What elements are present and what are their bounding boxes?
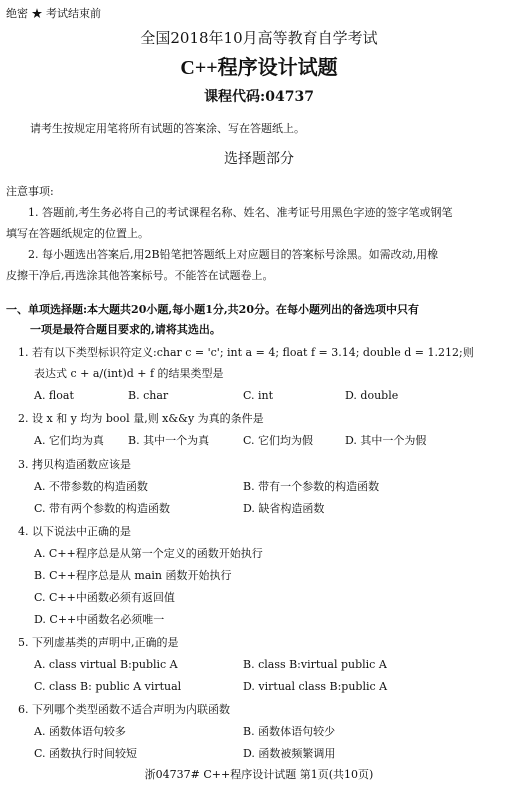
- course-code: 课程代码:04737: [204, 89, 314, 105]
- question-1-option-a: A. float: [34, 389, 74, 402]
- question-4-option-d: D. C++中函数名必须唯一: [34, 613, 165, 626]
- question-6-option-b: B. 函数体语句较少: [243, 725, 336, 738]
- question-4-option-a: A. C++程序总是从第一个定义的函数开始执行: [34, 547, 263, 560]
- question-6-stem: 6. 下列哪个类型函数不适合声明为内联函数: [18, 703, 230, 716]
- question-2-stem: 2. 设 x 和 y 均为 bool 量,则 x&&y 为真的条件是: [18, 412, 264, 425]
- part1-heading-line-2: 一项是最符合题目要求的,请将其选出。: [30, 323, 221, 336]
- question-1-option-c: C. int: [243, 389, 274, 402]
- question-6-option-a: A. 函数体语句较多: [34, 725, 126, 738]
- part1-heading-line-1: 一、单项选择题:本大题共20小题,每小题1分,共20分。在每小题列出的备选项中只有: [6, 303, 419, 316]
- question-1-option-d: D. double: [345, 389, 399, 402]
- page-footer: 浙04737# C++程序设计试题 第1页(共10页): [144, 768, 374, 781]
- question-2-option-d: D. 其中一个为假: [345, 434, 427, 447]
- notes-item-2-line-1: 2. 每小题选出答案后,用2B铅笔把答题纸上对应题目的答案标号涂黑。如需改动,用橡: [28, 248, 439, 261]
- course-title: C++程序设计试题: [180, 57, 338, 79]
- question-1-stem-line-1: 1. 若有以下类型标识符定义:char c = 'c'; int a = 4; float f = 3.14; double d = 1.212;则: [18, 346, 474, 359]
- question-6-option-c: C. 函数执行时间较短: [34, 747, 138, 760]
- instruction-intro: 请考生按规定用笔将所有试题的答案涂、写在答题纸上。: [30, 122, 305, 135]
- question-3-option-c: C. 带有两个参数的构造函数: [34, 502, 171, 515]
- notes-title: 注意事项:: [6, 185, 54, 198]
- exam-title: 全国2018年10月高等教育自学考试: [140, 29, 378, 47]
- question-1-option-b: B. char: [128, 389, 169, 402]
- question-2-option-b: B. 其中一个为真: [128, 434, 210, 447]
- notes-item-1-line-1: 1. 答题前,考生务必将自己的考试课程名称、姓名、准考证号用黑色字迹的签字笔或钢笔: [28, 206, 453, 219]
- question-5-option-a: A. class virtual B:public A: [34, 658, 178, 671]
- notes-item-1-line-2: 填写在答题纸规定的位置上。: [6, 227, 149, 240]
- question-4-option-c: C. C++中函数必须有返回值: [34, 591, 175, 604]
- question-3-option-d: D. 缺省构造函数: [243, 502, 325, 515]
- question-5-option-b: B. class B:virtual public A: [243, 658, 387, 671]
- question-6-option-d: D. 函数被频繁调用: [243, 747, 336, 760]
- question-1-stem-line-2: 表达式 c + a/(int)d + f 的结果类型是: [34, 367, 224, 380]
- question-3-stem: 3. 拷贝构造函数应该是: [18, 458, 131, 471]
- secret-mark: 绝密 ★ 考试结束前: [6, 7, 101, 20]
- section-heading: 选择题部分: [224, 151, 294, 167]
- question-4-stem: 4. 以下说法中正确的是: [18, 525, 131, 538]
- question-3-option-b: B. 带有一个参数的构造函数: [243, 480, 380, 493]
- question-5-option-c: C. class B: public A virtual: [34, 680, 182, 693]
- question-2-option-a: A. 它们均为真: [34, 434, 104, 447]
- question-5-stem: 5. 下列虚基类的声明中,正确的是: [18, 636, 179, 649]
- question-4-option-b: B. C++程序总是从 main 函数开始执行: [34, 569, 232, 582]
- question-2-option-c: C. 它们均为假: [243, 434, 314, 447]
- question-5-option-d: D. virtual class B:public A: [243, 680, 388, 693]
- question-3-option-a: A. 不带参数的构造函数: [34, 480, 148, 493]
- notes-item-2-line-2: 皮擦干净后,再选涂其他答案标号。不能答在试题卷上。: [6, 269, 274, 282]
